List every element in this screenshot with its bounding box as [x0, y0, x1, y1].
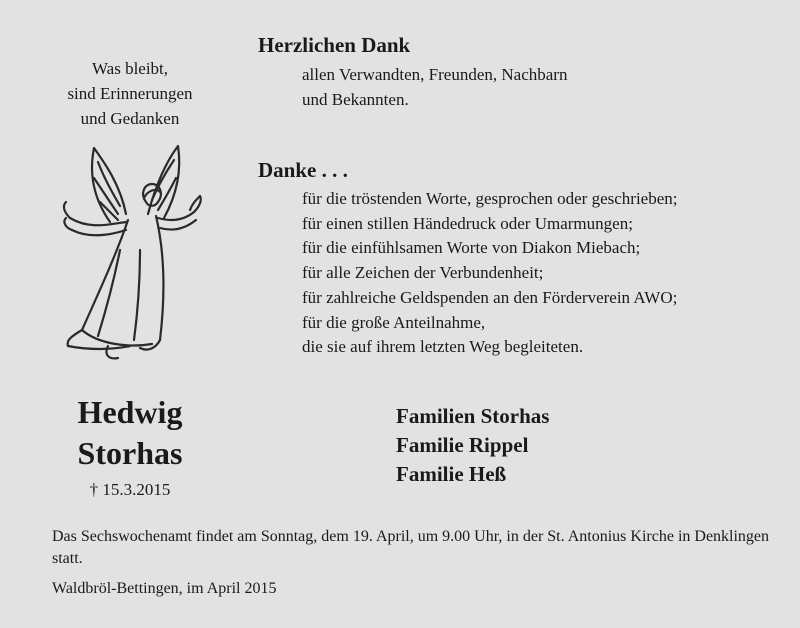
danke-item: für einen stillen Händedruck oder Umarmungen;	[302, 213, 633, 233]
danke-item: für die einfühlsamen Worte von Diakon Miebach;	[302, 238, 641, 258]
thanks-text	[302, 62, 567, 112]
quote-block	[40, 56, 220, 131]
danke-heading: Danke . . .	[258, 158, 348, 182]
deceased-name	[30, 392, 230, 474]
family-name: Familie Heß	[396, 462, 507, 486]
thanks-heading: Herzlichen Dank	[258, 33, 411, 57]
thanks-line: allen Verwandten, Freunden, Nachbarn	[302, 65, 568, 84]
families-list	[396, 402, 549, 489]
angel-icon	[48, 140, 218, 365]
first-name: Hedwig	[77, 394, 183, 430]
thanks-line: und Bekannten.	[302, 90, 409, 109]
quote-line: sind Erinnerungen	[67, 84, 193, 103]
service-notice: Das Sechswochenamt findet am Sonntag, dem 19. April, um 9.00 Uhr, in der St. Antonius Kirche in Denklingen statt.	[52, 528, 770, 567]
place-date: Waldbröl-Bettingen, im April 2015	[52, 580, 277, 597]
danke-item: für die tröstenden Worte, gesprochen oder geschrieben;	[302, 189, 678, 208]
last-name: Storhas	[77, 435, 183, 471]
danke-item: für die große Anteilnahme,	[302, 312, 486, 332]
danke-list	[302, 187, 678, 360]
danke-item: für zahlreiche Geldspenden an den Förderverein AWO;	[302, 287, 678, 307]
family-name: Familie Rippel	[396, 433, 529, 457]
danke-item: die sie auf ihrem letzten Weg begleiteten.	[302, 337, 584, 357]
family-name: Familien Storhas	[396, 404, 550, 428]
quote-line: Was bleibt,	[91, 59, 169, 78]
death-date: † 15.3.2015	[89, 480, 171, 499]
quote-line: und Gedanken	[80, 109, 180, 128]
danke-item: für alle Zeichen der Verbundenheit;	[302, 263, 544, 283]
